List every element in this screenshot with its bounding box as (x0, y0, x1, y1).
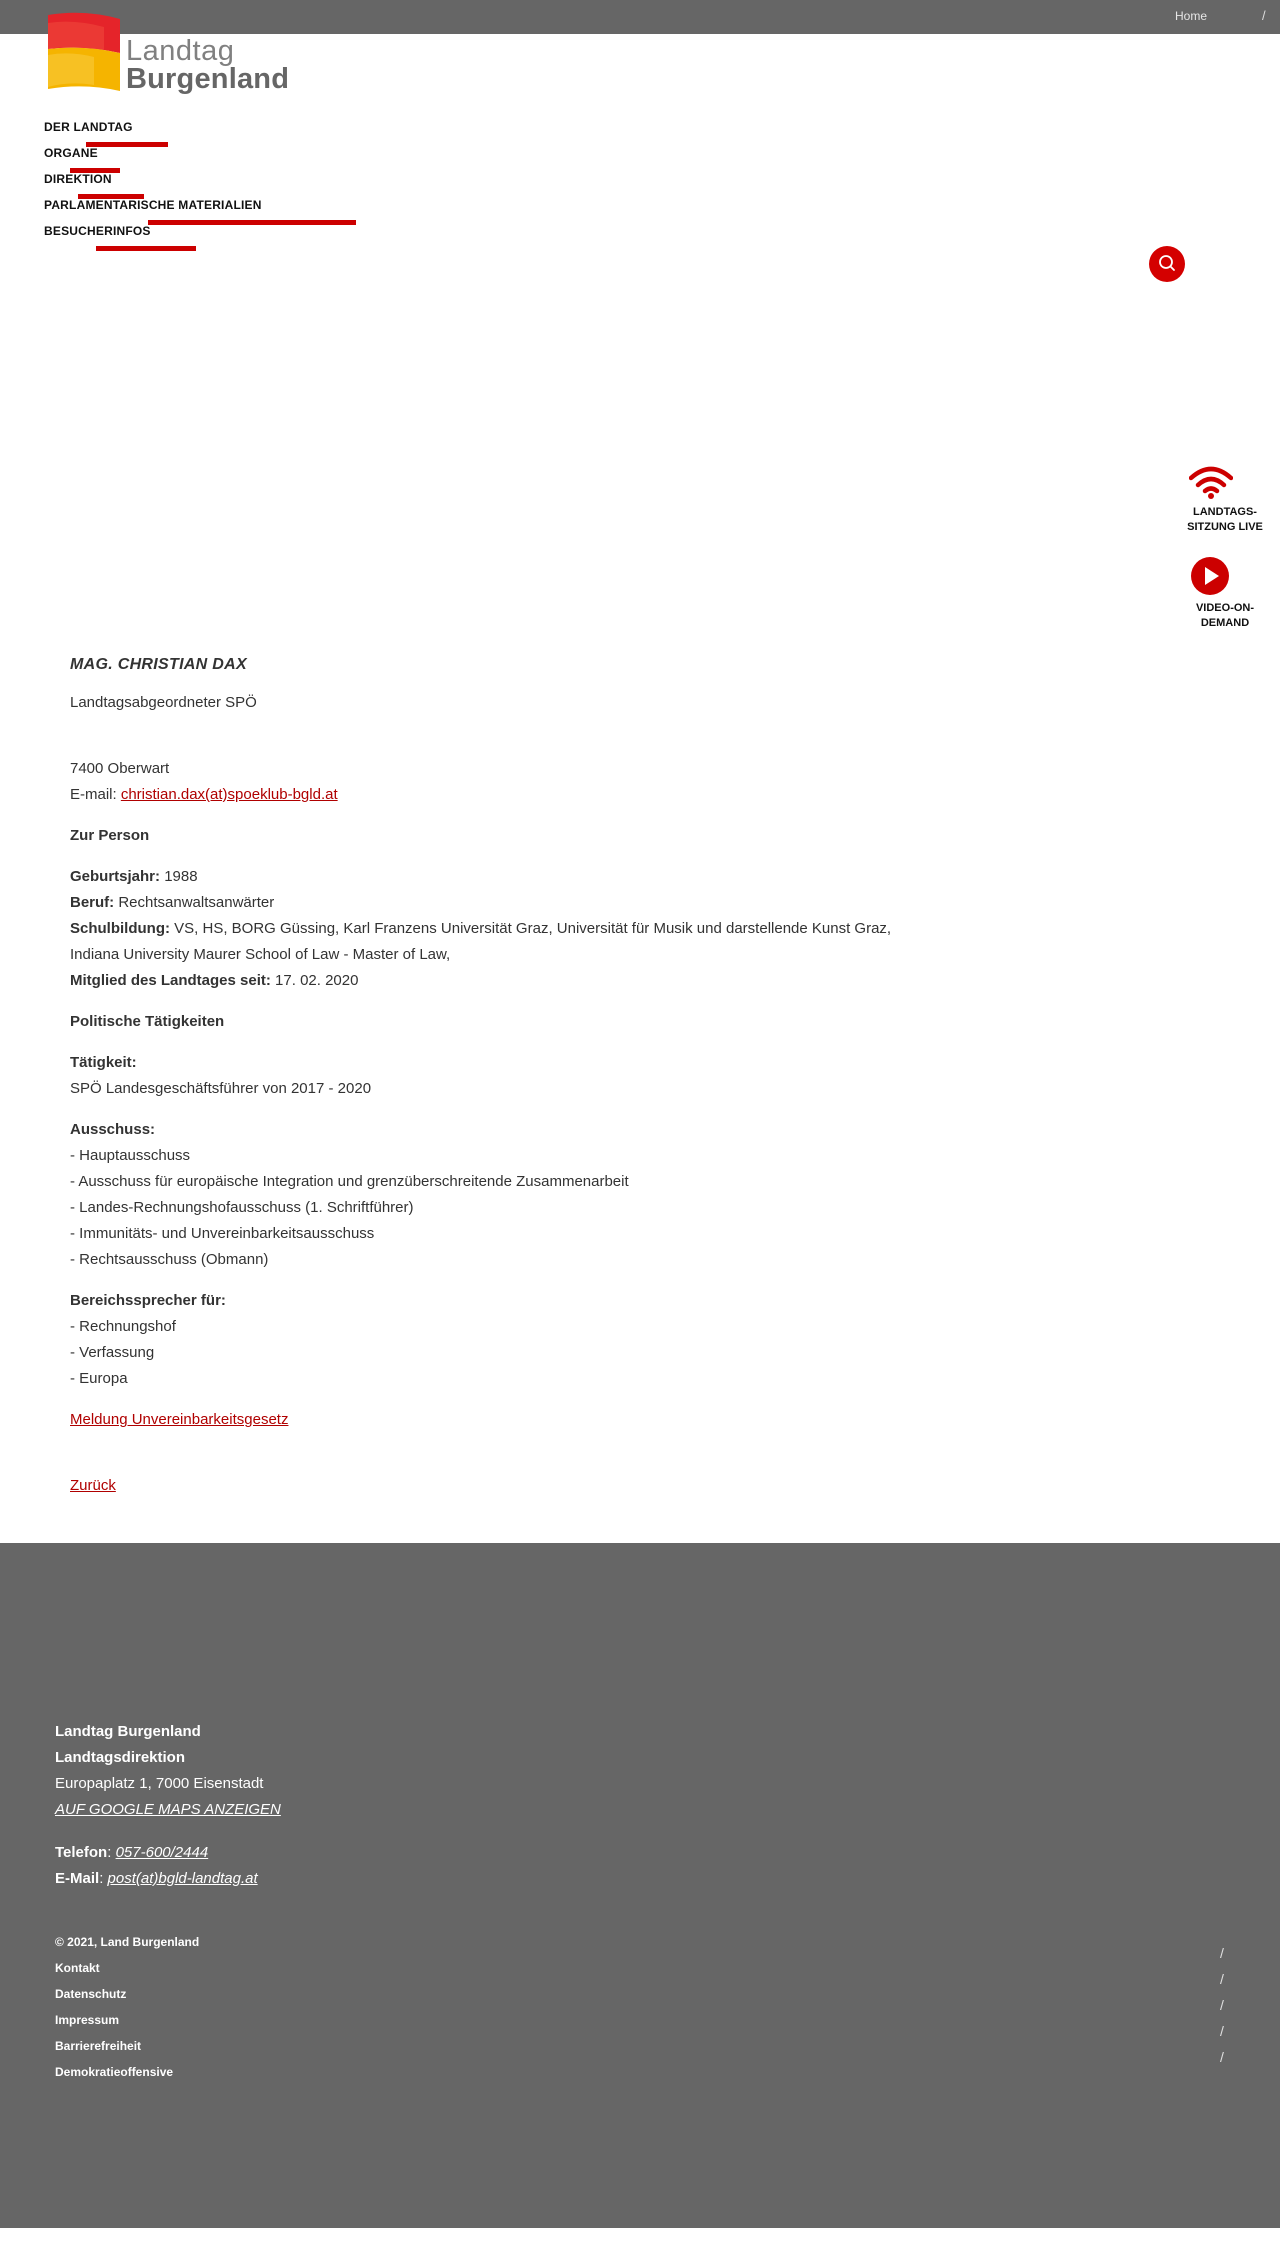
nav-label[interactable]: DIREKTION (44, 172, 112, 186)
vod-label-line2: DEMAND (1200, 617, 1250, 629)
wifi-icon (1189, 466, 1233, 500)
email-link[interactable]: christian.dax(at)spoeklub-bgld.at (120, 786, 338, 803)
separator: / (1220, 2049, 1224, 2065)
spacer (70, 716, 970, 756)
nav-item-direktion[interactable] (44, 172, 262, 198)
job-value: Rechtsanwaltsanwärter (118, 894, 275, 911)
video-on-demand-widget[interactable] (1180, 556, 1270, 631)
separator: / (1220, 1945, 1224, 1961)
vod-label-line1: VIDEO-ON- (1195, 602, 1255, 614)
school-line (70, 916, 970, 942)
email-label: E-mail: (70, 786, 117, 803)
nav-underline (96, 246, 196, 251)
committee-item: - Rechtsausschuss (Obmann) (70, 1251, 269, 1268)
spacer (70, 994, 970, 1009)
email-line (70, 782, 970, 808)
kontakt-link[interactable]: Kontakt (55, 1961, 100, 1975)
site-logo[interactable] (44, 11, 290, 101)
flag-icon (44, 11, 122, 91)
birth-line (70, 864, 970, 890)
phone-link[interactable]: 057-600/2444 (115, 1844, 209, 1861)
back-link[interactable]: Zurück (70, 1477, 116, 1494)
separator: / (1220, 1971, 1224, 1987)
footer-legal-links (55, 1929, 199, 2085)
demokratieoffensive-link[interactable]: Demokratieoffensive (55, 2065, 174, 2079)
mail-link[interactable]: post(at)bgld-landtag.at (107, 1870, 258, 1887)
member-since-label: Mitglied des Landtages seit: (70, 972, 271, 989)
school-label: Schulbildung: (70, 920, 170, 937)
separator: / (1220, 2023, 1224, 2039)
member-profile (70, 652, 970, 1499)
impressum-link[interactable]: Impressum (55, 2013, 120, 2027)
main-navigation (44, 120, 262, 250)
committee-item: - Hauptausschuss (70, 1147, 191, 1164)
school-value-1: VS, HS, BORG Güssing, Karl Franzens Universität Graz, Universität für Musik und darstellende Kunst Graz, (174, 920, 892, 937)
member-city: 7400 Oberwart (70, 760, 170, 777)
spacer (70, 1273, 970, 1288)
nav-item-der-landtag[interactable] (44, 120, 262, 146)
activity-value: SPÖ Landesgeschäftsführer von 2017 - 2020 (70, 1080, 372, 1097)
spacer (70, 1433, 970, 1473)
footer-org-dept: Landtagsdirektion (55, 1749, 186, 1766)
member-since-line (70, 968, 970, 994)
nav-label[interactable]: DER LANDTAG (44, 120, 133, 134)
mail-label: E-Mail (55, 1870, 100, 1887)
birth-label: Geburtsjahr: (70, 868, 161, 885)
job-label: Beruf: (70, 894, 115, 911)
spacer (70, 1102, 970, 1117)
live-label-line1: LANDTAGS- (1193, 506, 1257, 518)
footer-street: Europaplatz 1, 7000 Eisenstadt (55, 1775, 264, 1792)
nav-label[interactable]: ORGANE (44, 146, 98, 160)
search-button[interactable] (1149, 246, 1185, 282)
google-maps-link[interactable]: AUF GOOGLE MAPS ANZEIGEN (55, 1801, 281, 1818)
school-value-2: Indiana University Maurer School of Law - Master of Law, (70, 946, 451, 963)
logo-text-landtag: Landtag (126, 35, 235, 67)
barrierefreiheit-link[interactable]: Barrierefreiheit (55, 2039, 142, 2053)
committee-item: - Immunitäts- und Unvereinbarkeitsausschuss (70, 1225, 375, 1242)
spacer (70, 1035, 970, 1050)
live-label-line2: SITZUNG LIVE (1187, 521, 1263, 533)
footer-org-name: Landtag Burgenland (55, 1723, 201, 1740)
member-name: MAG. CHRISTIAN DAX (70, 656, 247, 673)
nav-item-besucherinfos[interactable] (44, 224, 262, 250)
speaker-item: - Rechnungshof (70, 1318, 176, 1335)
speaker-item: - Europa (70, 1370, 128, 1387)
member-role: Landtagsabgeordneter SPÖ (70, 694, 257, 711)
play-icon (1190, 556, 1230, 596)
activity-label: Tätigkeit: (70, 1054, 137, 1071)
footer-separators (1220, 1940, 1224, 2070)
spacer (70, 1392, 970, 1407)
phone-label: Telefon (55, 1844, 108, 1861)
live-session-widget[interactable] (1180, 466, 1270, 535)
member-since-value: 17. 02. 2020 (275, 972, 359, 989)
nav-item-organe[interactable] (44, 146, 262, 172)
meldung-link[interactable]: Meldung Unvereinbarkeitsgesetz (70, 1411, 289, 1428)
job-line (70, 890, 970, 916)
committee-item: - Ausschuss für europäische Integration und grenzüberschreitende Zusammenarbeit (70, 1173, 629, 1190)
copyright: © 2021, Land Burgenland (55, 1935, 200, 1949)
nav-item-parlamentarische-materialien[interactable] (44, 198, 262, 224)
site-footer (0, 1543, 1280, 2228)
committee-item: - Landes-Rechnungshofausschuss (1. Schriftführer) (70, 1199, 414, 1216)
logo-text-burgenland: Burgenland (126, 63, 290, 95)
committee-label: Ausschuss: (70, 1121, 156, 1138)
breadcrumb-separator: / (1262, 8, 1266, 23)
mail-line: E-Mail: post(at)bgld-landtag.at (55, 1870, 258, 1887)
home-link[interactable]: Home (1175, 9, 1208, 23)
datenschutz-link[interactable]: Datenschutz (55, 1987, 127, 2001)
nav-label[interactable]: BESUCHERINFOS (44, 224, 151, 238)
phone-line: Telefon: 057-600/2444 (55, 1844, 209, 1861)
nav-label[interactable]: PARLAMENTARISCHE MATERIALIEN (44, 198, 262, 212)
section-political: Politische Tätigkeiten (70, 1013, 225, 1030)
search-icon (1149, 246, 1185, 282)
footer-address (55, 1719, 281, 1823)
speaker-item: - Verfassung (70, 1344, 155, 1361)
speaker-label: Bereichssprecher für: (70, 1292, 226, 1309)
footer-contact (55, 1840, 258, 1892)
section-zur-person: Zur Person (70, 827, 150, 844)
spacer (70, 808, 970, 823)
spacer (70, 849, 970, 864)
birth-value: 1988 (164, 868, 198, 885)
separator: / (1220, 1997, 1224, 2013)
